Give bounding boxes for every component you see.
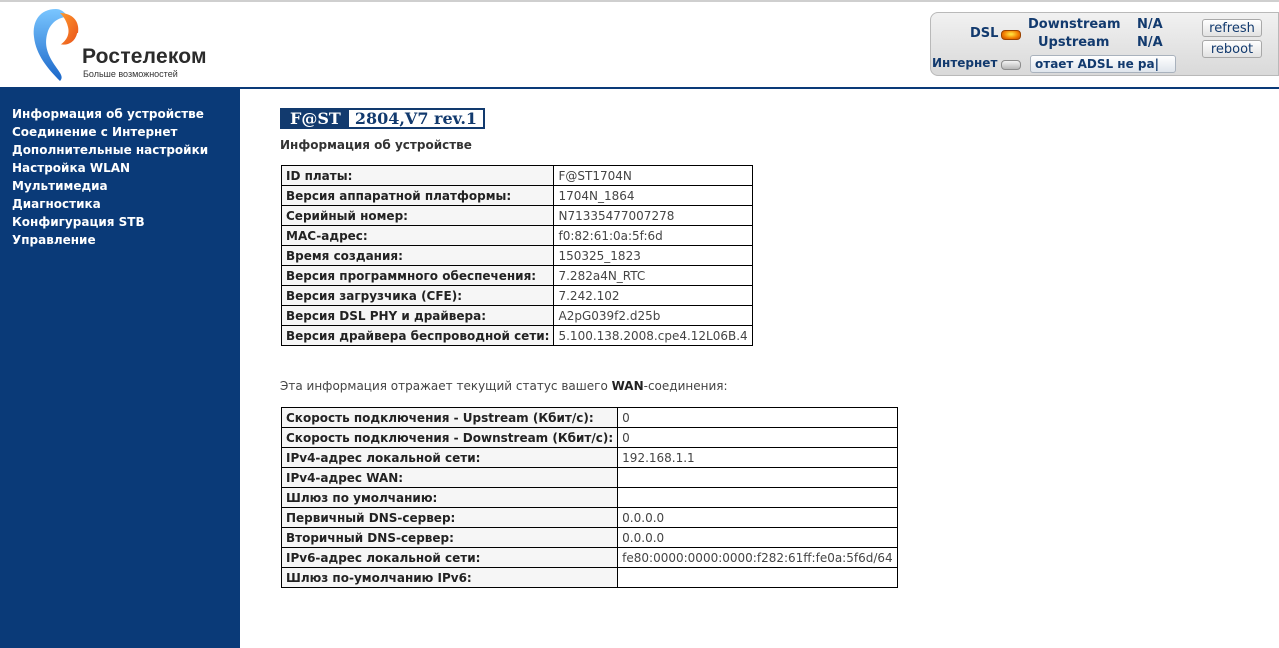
sidebar-item-multimedia[interactable]: Мультимедиа: [12, 179, 108, 193]
wan-info-value: 0.0.0.0: [618, 508, 897, 528]
rostelecom-logo-icon: [30, 7, 82, 83]
device-info-key: Серийный номер:: [282, 206, 554, 226]
device-info-key: Версия DSL PHY и драйвера:: [282, 306, 554, 326]
wan-info-value: [618, 568, 897, 588]
downstream-value: N/A: [1137, 17, 1163, 32]
status-marquee-text: отает ADSL не ра|: [1035, 57, 1159, 71]
device-info-value: 7.282a4N_RTC: [554, 266, 752, 286]
wan-info-value: 0.0.0.0: [618, 528, 897, 548]
wan-info-key: Скорость подключения - Upstream (Кбит/с):: [282, 408, 618, 428]
table-row: [282, 408, 898, 428]
device-info-value: f0:82:61:0a:5f:6d: [554, 226, 752, 246]
device-info-key: MAC-адрес:: [282, 226, 554, 246]
dsl-led-icon: [1001, 30, 1021, 40]
device-info-value: 150325_1823: [554, 246, 752, 266]
device-info-value: 5.100.138.2008.cpe4.12L06B.4: [554, 326, 752, 346]
table-row: [282, 186, 753, 206]
table-row: [282, 548, 898, 568]
wan-info-key: Вторичный DNS-сервер:: [282, 528, 618, 548]
note-suffix: -соединения:: [643, 379, 728, 393]
reboot-button[interactable]: reboot: [1202, 40, 1262, 58]
note-bold: WAN: [611, 379, 644, 393]
internet-label: Интернет: [932, 56, 998, 70]
upstream-label: Upstream: [1038, 35, 1110, 50]
wan-info-key: Шлюз по-умолчанию IPv6:: [282, 568, 618, 588]
table-row: [282, 488, 898, 508]
sidebar-item-management[interactable]: Управление: [12, 233, 96, 247]
wan-info-key: IPv4-адрес локальной сети:: [282, 448, 618, 468]
device-info-key: Время создания:: [282, 246, 554, 266]
device-info-key: Версия драйвера беспроводной сети:: [282, 326, 554, 346]
table-row: [282, 528, 898, 548]
sidebar-item-device-info[interactable]: Информация об устройстве: [12, 107, 204, 121]
internet-led-icon: [1001, 60, 1021, 70]
device-info-key: Версия аппаратной платформы:: [282, 186, 554, 206]
table-row: [282, 448, 898, 468]
sidebar-item-internet-connection[interactable]: Соединение с Интернет: [12, 125, 178, 139]
model-banner: [280, 108, 485, 129]
header: [0, 0, 1279, 88]
wan-info-value: 192.168.1.1: [618, 448, 897, 468]
wan-info-key: Первичный DNS-сервер:: [282, 508, 618, 528]
table-row: [282, 306, 753, 326]
rostelecom-logo[interactable]: [30, 7, 220, 85]
table-row: [282, 266, 753, 286]
status-marquee: [1030, 55, 1176, 73]
logo-slogan: Больше возможностей: [83, 69, 178, 79]
wan-info-value: 0: [618, 408, 897, 428]
wan-info-value: [618, 488, 897, 508]
upstream-value: N/A: [1137, 35, 1163, 50]
logo-name: Ростелеком: [82, 45, 207, 68]
main-content: [280, 108, 893, 585]
wan-info-key: IPv6-адрес локальной сети:: [282, 548, 618, 568]
device-info-value: A2pG039f2.d25b: [554, 306, 752, 326]
status-panel: [930, 12, 1279, 76]
sidebar: [0, 89, 240, 648]
table-row: [282, 166, 753, 186]
sidebar-item-wlan-settings[interactable]: Настройка WLAN: [12, 161, 131, 175]
wan-info-value: [618, 468, 897, 488]
wan-info-key: Скорость подключения - Downstream (Кбит/с):: [282, 428, 618, 448]
device-info-key: ID платы:: [282, 166, 554, 186]
wan-info-key: Шлюз по умолчанию:: [282, 488, 618, 508]
table-row: [282, 428, 898, 448]
sidebar-item-diagnostics[interactable]: Диагностика: [12, 197, 101, 211]
table-row: [282, 206, 753, 226]
device-info-value: 1704N_1864: [554, 186, 752, 206]
page-title: Информация об устройстве: [280, 138, 472, 152]
device-info-value: 7.242.102: [554, 286, 752, 306]
wan-info-key: IPv4-адрес WAN:: [282, 468, 618, 488]
model-brand: F@ST: [282, 110, 349, 127]
downstream-label: Downstream: [1028, 17, 1121, 32]
sidebar-menu: [0, 89, 240, 249]
wan-info-value: fe80:0000:0000:0000:f282:61ff:fe0a:5f6d/64: [618, 548, 897, 568]
sidebar-item-stb-config[interactable]: Конфигурация STB: [12, 215, 145, 229]
device-info-key: Версия программного обеспечения:: [282, 266, 554, 286]
sidebar-item-advanced-settings[interactable]: Дополнительные настройки: [12, 143, 209, 157]
model-version: 2804,V7 rev.1: [354, 109, 478, 128]
device-info-value: F@ST1704N: [554, 166, 752, 186]
table-row: [282, 286, 753, 306]
table-row: [282, 326, 753, 346]
wan-status-note: [280, 379, 728, 393]
wan-info-table: [281, 407, 898, 588]
note-prefix: Эта информация отражает текущий статус вашего: [280, 379, 612, 393]
table-row: [282, 468, 898, 488]
dsl-label: DSL: [970, 26, 999, 41]
table-row: [282, 246, 753, 266]
device-info-table: [281, 165, 753, 346]
device-info-value: N71335477007278: [554, 206, 752, 226]
table-row: [282, 508, 898, 528]
wan-info-value: 0: [618, 428, 897, 448]
device-info-key: Версия загрузчика (CFE):: [282, 286, 554, 306]
table-row: [282, 568, 898, 588]
refresh-button[interactable]: refresh: [1202, 19, 1262, 37]
table-row: [282, 226, 753, 246]
